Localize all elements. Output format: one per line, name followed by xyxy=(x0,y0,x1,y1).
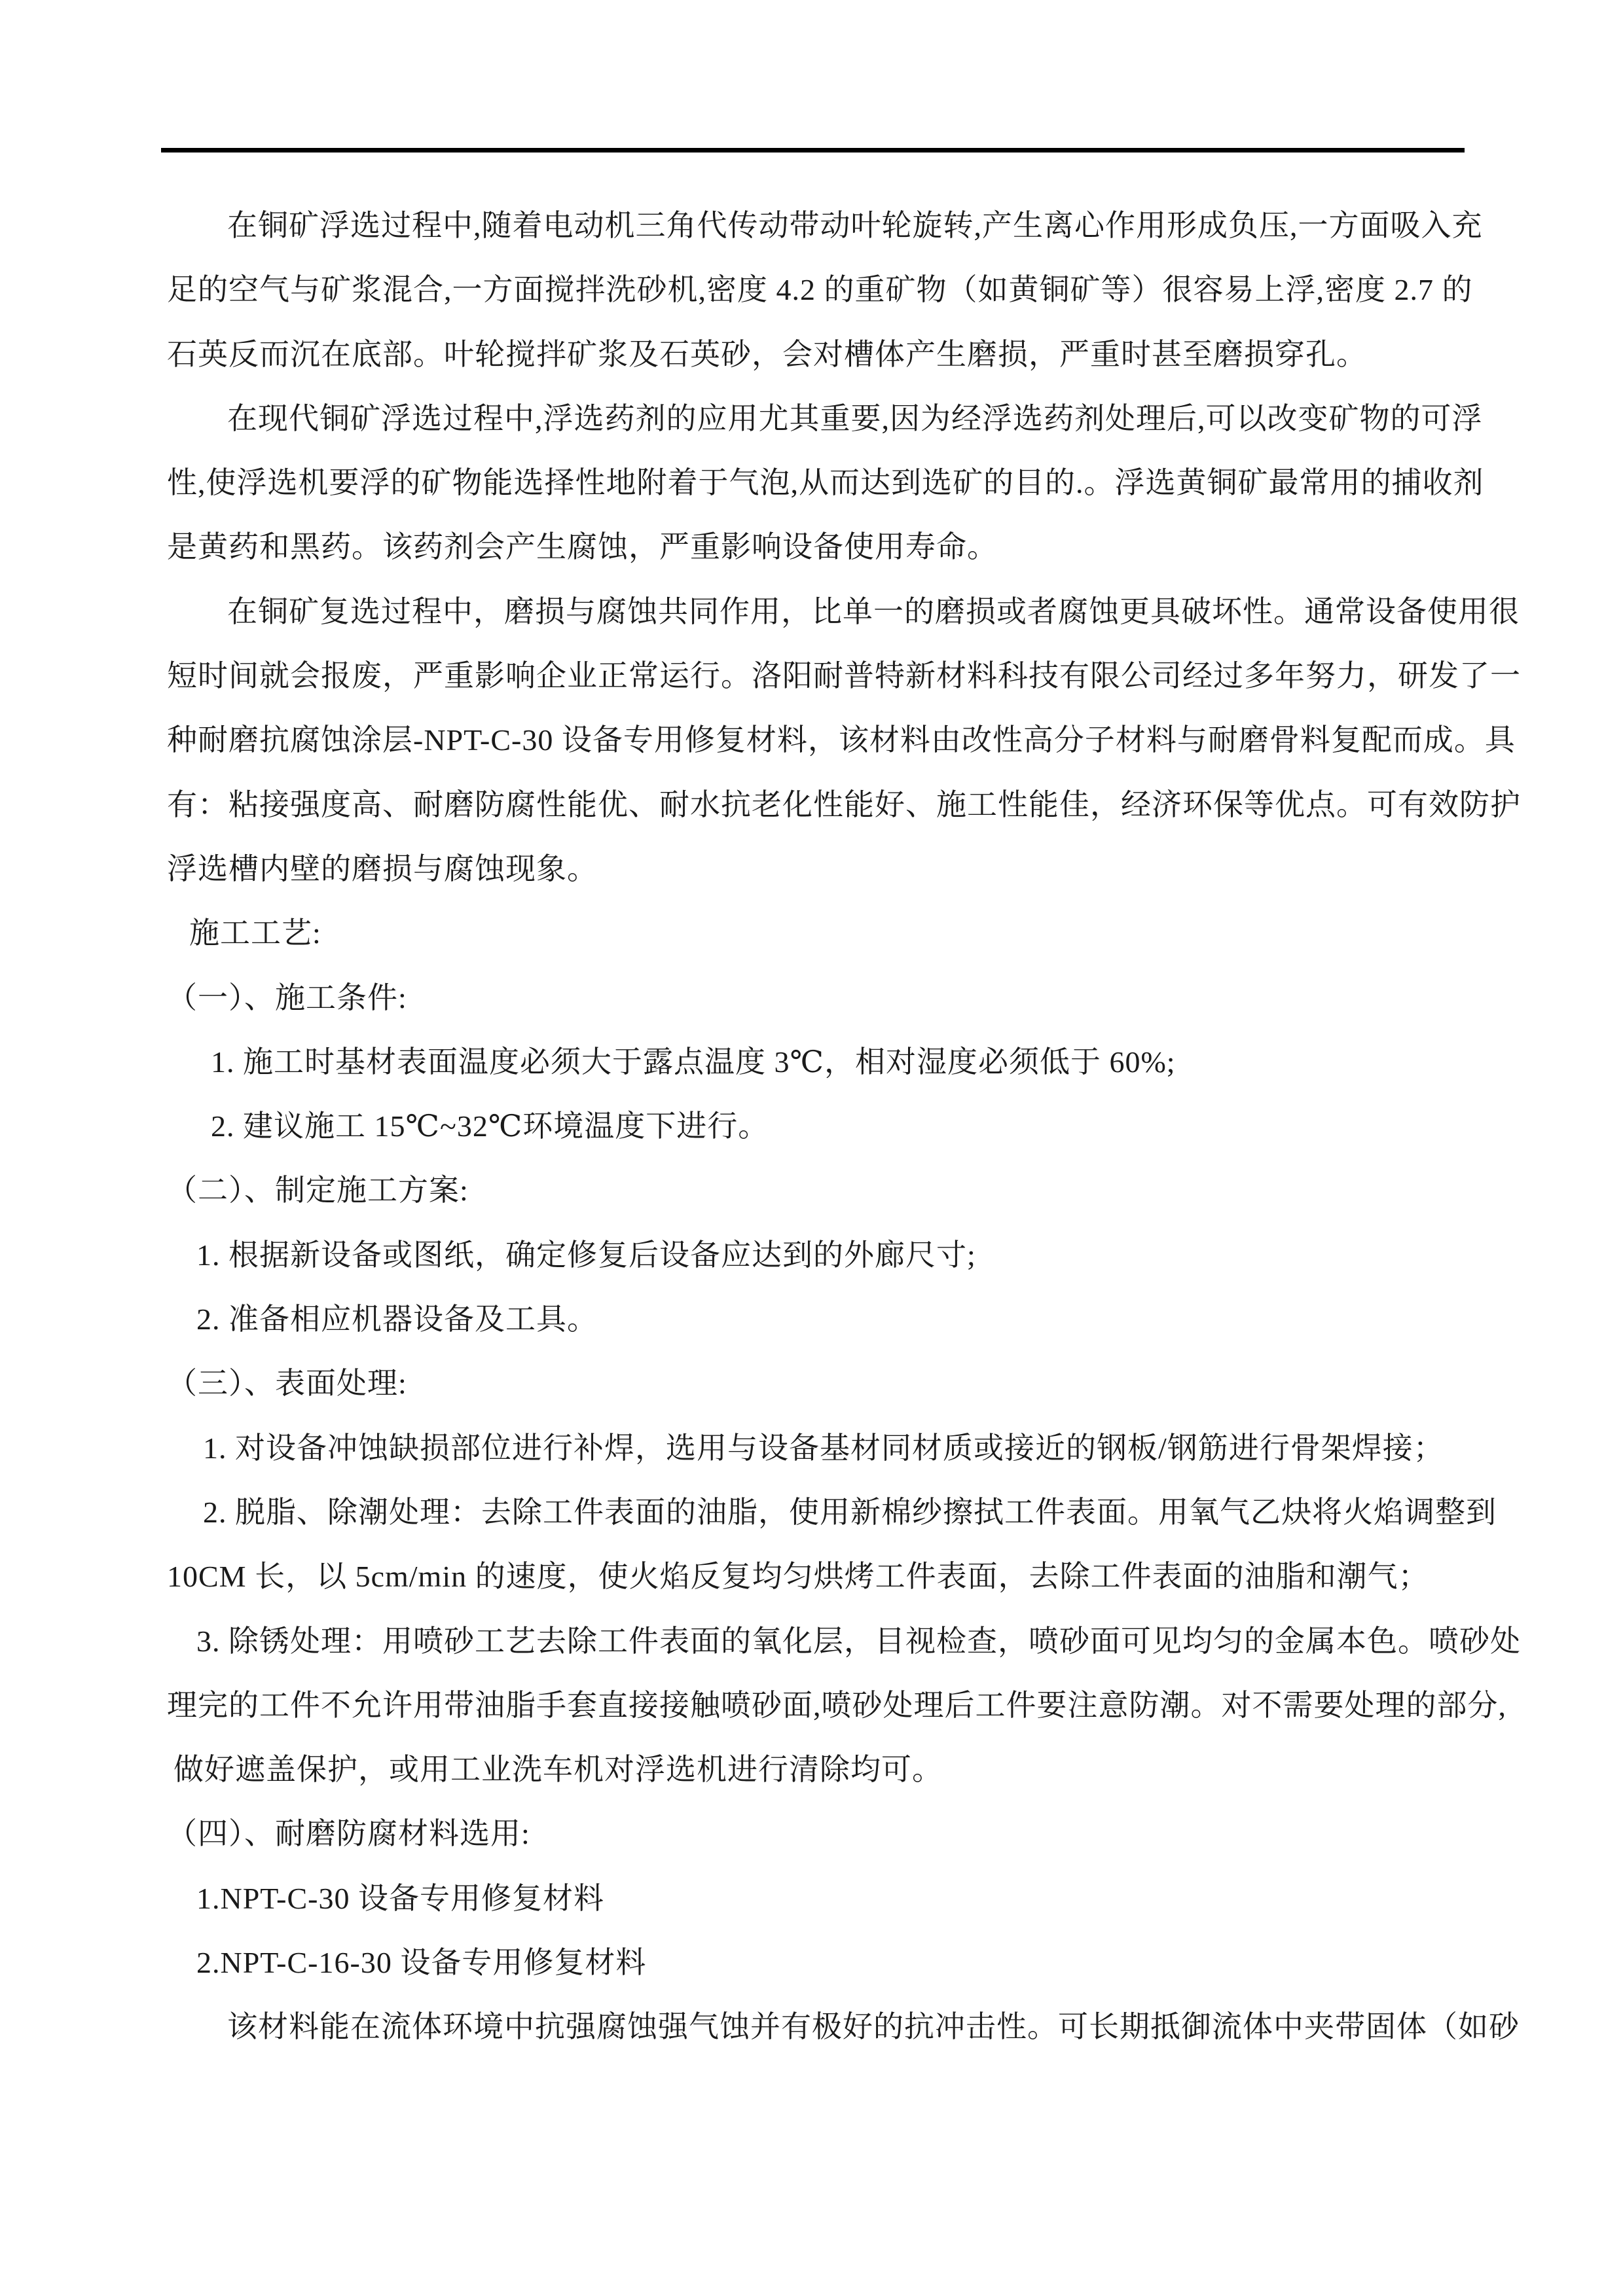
document-body xyxy=(167,194,1521,2060)
text-line: （四）、耐磨防腐材料选用: xyxy=(167,1817,530,1851)
text-line: 2. 建议施工 15℃~32℃环境温度下进行。 xyxy=(211,1109,769,1143)
text-line: 1. 根据新设备或图纸，确定修复后设备应达到的外廊尺寸; xyxy=(196,1238,976,1272)
text-line: 1.NPT-C-30 设备专用修复材料 xyxy=(196,1881,604,1915)
text-line: 浮选槽内壁的磨损与腐蚀现象。 xyxy=(167,852,598,886)
text-line: 3. 除锈处理：用喷砂工艺去除工件表面的氧化层，目视检查，喷砂面可见均匀的金属本色。喷砂处 xyxy=(196,1624,1521,1658)
text-line: 足的空气与矿浆混合,一方面搅拌洗砂机,密度 4.2 的重矿物（如黄铜矿等）很容易上浮,密度 2.7 的 xyxy=(167,273,1473,307)
text-line: 在铜矿复选过程中，磨损与腐蚀共同作用，比单一的磨损或者腐蚀更具破坏性。通常设备使用很 xyxy=(227,594,1520,628)
text-line: 在铜矿浮选过程中,随着电动机三角代传动带动叶轮旋转,产生离心作用形成负压,一方面吸入充 xyxy=(227,209,1483,242)
text-line: （一）、施工条件: xyxy=(167,980,407,1014)
text-line: 施工工艺: xyxy=(189,916,321,950)
text-line: 1. 施工时基材表面温度必须大于露点温度 3℃，相对湿度必须低于 60%; xyxy=(211,1045,1176,1079)
header-rule xyxy=(161,148,1465,152)
text-line: 理完的工件不允许用带油脂手套直接接触喷砂面,喷砂处理后工件要注意防潮。对不需要处理的部分, xyxy=(167,1688,1506,1722)
text-line: （三）、表面处理: xyxy=(167,1367,407,1401)
text-line: 1. 对设备冲蚀缺损部位进行补焊，选用与设备基材同材质或接近的钢板/钢筋进行骨架焊接； xyxy=(203,1431,1444,1465)
text-line: 在现代铜矿浮选过程中,浮选药剂的应用尤其重要,因为经浮选药剂处理后,可以改变矿物的可浮 xyxy=(227,401,1483,435)
text-line: 10CM 长，以 5cm/min 的速度，使火焰反复均匀烘烤工件表面，去除工件表面的油脂和潮气； xyxy=(167,1560,1429,1594)
text-line: 石英反而沉在底部。叶轮搅拌矿浆及石英砂，会对槽体产生磨损，严重时甚至磨损穿孔。 xyxy=(167,337,1367,371)
text-line: 2. 脱脂、除潮处理：去除工件表面的油脂，使用新棉纱擦拭工件表面。用氧气乙炔将火焰调整到 xyxy=(203,1495,1497,1529)
text-line: （二）、制定施工方案: xyxy=(167,1174,469,1208)
text-line: 种耐磨抗腐蚀涂层-NPT-C-30 设备专用修复材料，该材料由改性高分子材料与耐磨骨料复配而成。具 xyxy=(167,723,1516,757)
text-line: 是黄药和黑药。该药剂会产生腐蚀，严重影响设备使用寿命。 xyxy=(167,530,998,564)
text-line: 2. 准备相应机器设备及工具。 xyxy=(196,1302,598,1336)
text-line: 2.NPT-C-16-30 设备专用修复材料 xyxy=(196,1946,647,1980)
text-line: 短时间就会报废，严重影响企业正常运行。洛阳耐普特新材料科技有限公司经过多年努力，研发了一 xyxy=(167,659,1521,693)
text-line: 做好遮盖保护，或用工业洗车机对浮选机进行清除均可。 xyxy=(173,1753,943,1787)
text-line: 性,使浮选机要浮的矿物能选择性地附着于气泡,从而达到选矿的目的.。浮选黄铜矿最常用的捕收剂 xyxy=(167,466,1484,500)
text-line: 有：粘接强度高、耐磨防腐性能优、耐水抗老化性能好、施工性能佳，经济环保等优点。可有效防护 xyxy=(167,787,1521,821)
text-line: 该材料能在流体环境中抗强腐蚀强气蚀并有极好的抗冲击性。可长期抵御流体中夹带固体（如砂 xyxy=(227,2010,1520,2044)
